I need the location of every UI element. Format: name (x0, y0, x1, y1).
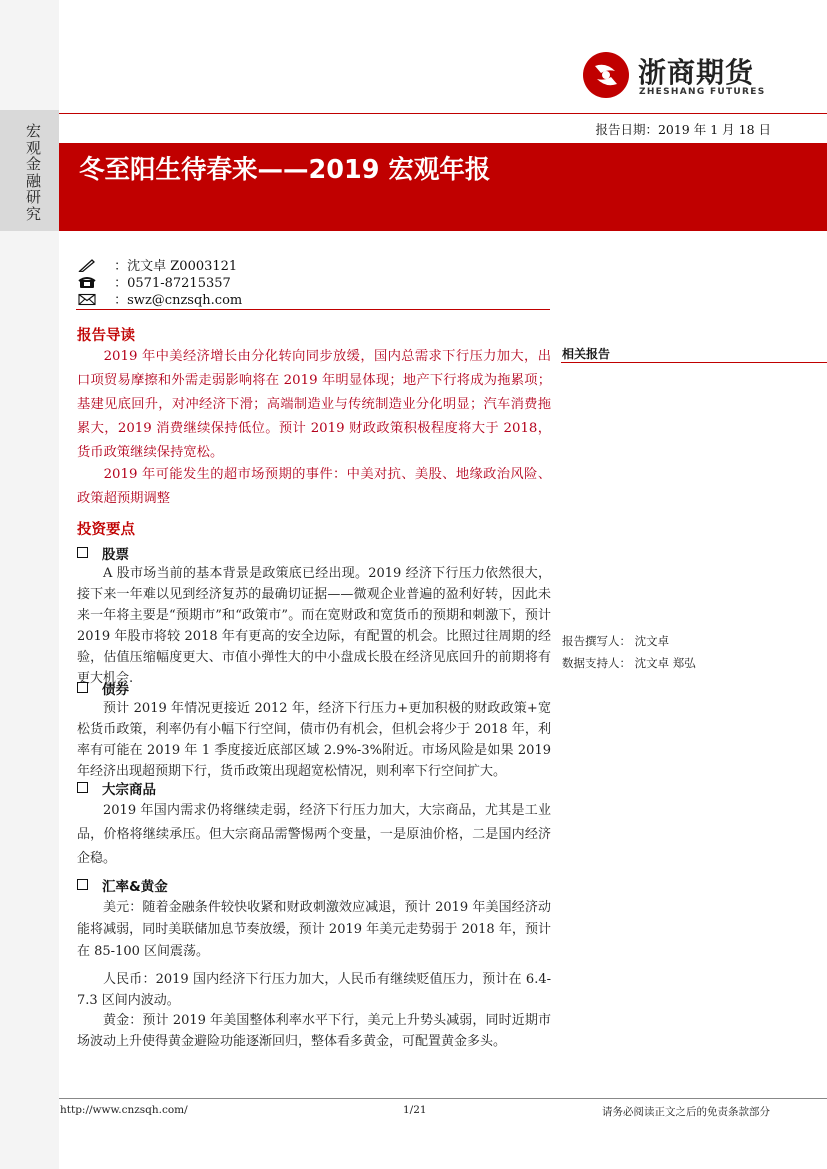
stocks-text: A 股市场当前的基本背景是政策底已经出现。2019 经济下行压力依然很大，接下来一年难以见到经济复苏的最确切证据——微观企业普遍的盈利好转，因此未来一年将主要是“预期市”和“政策市”。而在宽财政和宽货币的预期和刺激下，预计 2019 年股市将较 2018 年有更高的安全边际，有配置的机会。比照过往周期的经验，估值压缩幅度更大、市值小弹性大的中小盘成长股在经济见底回升的前期将有更大机会. (77, 566, 551, 686)
report-writer: 报告撰写人： 沈文卓 (562, 634, 670, 648)
footer-disclaimer: 请务必阅读正文之后的免责条款部分 (602, 1106, 770, 1118)
author-text: ：沈文卓 Z0003121 (114, 259, 238, 274)
subsection-fx-gold (77, 875, 168, 895)
related-divider (561, 362, 827, 363)
guide-heading: 报告导读 (77, 328, 135, 344)
checkbox-bullet-icon (77, 782, 88, 793)
report-date: 报告日期：2019 年 1 月 18 日 (595, 122, 771, 137)
logo-name-cn: 浙商期货 (638, 56, 755, 89)
fx-gold-title: 汇率&黄金 (102, 879, 168, 895)
checkbox-bullet-icon (77, 682, 88, 693)
guide-paragraph-2: 2019 年可能发生的超市场预期的事件：中美对抗、美股、地缘政治风险、政策超预期调整 (77, 467, 551, 506)
company-logo (578, 49, 774, 101)
header-divider (59, 113, 827, 114)
pencil-icon (78, 259, 96, 272)
invest-heading: 投资要点 (77, 522, 135, 538)
title-banner (59, 143, 827, 231)
rmb-text: 人民币：2019 国内经济下行压力加大，人民币有继续贬值压力，预计在 6.4-7.3 区间内波动。 (77, 972, 551, 1008)
commodities-text: 2019 年国内需求仍将继续走弱，经济下行压力加大，大宗商品，尤其是工业品，价格将继续承压。但大宗商品需警惕两个变量，一是原油价格，二是国内经济企稳。 (77, 803, 551, 866)
commodities-title: 大宗商品 (102, 782, 156, 798)
gold-text: 黄金：预计 2019 年美国整体利率水平下行，美元上升势头减弱，同时近期市场波动上升使得黄金避险功能逐渐回归，整体看多黄金，可配置黄金多头。 (77, 1013, 551, 1049)
bonds-text: 预计 2019 年情况更接近 2012 年，经济下行压力+更加积极的财政政策+宽松货币政策，利率仍有小幅下行空间，债市仍有机会，但机会将少于 2018 年，利率有可能在 2019 年 1 季度接近底部区域 2.9%-3%附近。市场风险是如果 2019 年经济出现超预期下行，货币政策出现超宽松情况，则利率下行空间扩大。 (77, 701, 551, 779)
envelope-icon (78, 293, 96, 306)
page-number: 1/21 (403, 1104, 427, 1116)
logo-mark-icon (582, 51, 630, 99)
checkbox-bullet-icon (77, 547, 88, 558)
subsection-stocks (77, 543, 129, 563)
report-title: 冬至阳生待春来——2019 宏观年报 (79, 155, 491, 185)
subsection-commodities (77, 778, 156, 798)
bonds-title: 债券 (102, 682, 129, 698)
subsection-bonds (77, 678, 129, 698)
phone-icon (78, 276, 96, 289)
phone-text: ：0571-87215357 (114, 276, 231, 291)
usd-text: 美元：随着金融条件较快收紧和财政刺激效应减退，预计 2019 年美国经济动能将减弱，同时美联储加息节奏放缓，预计 2019 年美元走势弱于 2018 年，预计在 85-100 区间震荡。 (77, 900, 551, 959)
stocks-title: 股票 (102, 547, 129, 563)
contact-divider (76, 309, 550, 310)
data-support: 数据支持人： 沈文卓 郑弘 (562, 656, 696, 670)
email-text[interactable]: ：swz@cnzsqh.com (114, 293, 243, 308)
footer-url[interactable]: http://www.cnzsqh.com/ (60, 1104, 188, 1116)
checkbox-bullet-icon (77, 879, 88, 890)
category-label: 宏观金融研究 (26, 122, 42, 223)
guide-paragraph-1: 2019 年中美经济增长由分化转向同步放缓，国内总需求下行压力加大，出口项贸易摩擦和外需走弱影响将在 2019 年明显体现；地产下行将成为拖累项；基建见底回升，对冲经济下滑；高端制造业与传统制造业分化明显；汽车消费拖累大，2019 消费继续保持低位。预计 2019 财政政策积极程度将大于 2018，货币政策继续保持宽松。 (77, 349, 551, 460)
logo-name-en: ZHESHANG FUTURES (639, 87, 766, 97)
related-reports-heading: 相关报告 (562, 347, 611, 361)
footer-divider (59, 1098, 827, 1099)
email-line (78, 289, 242, 308)
